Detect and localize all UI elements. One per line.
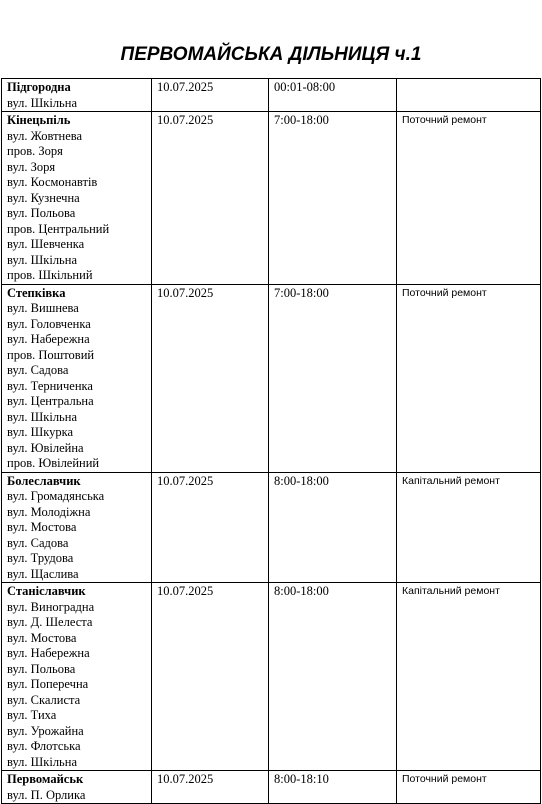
- street-name: вул. Вишнева: [7, 301, 79, 315]
- location-cell: [2, 79, 152, 112]
- street-name: вул. Шкільна: [7, 754, 77, 769]
- date-cell: [152, 583, 269, 771]
- settlement-name: Первомайськ: [7, 772, 84, 786]
- location-cell: [2, 112, 152, 285]
- work-reason: Поточний ремонт: [402, 773, 487, 785]
- outage-date: 10.07.2025: [157, 772, 214, 786]
- outage-time: 8:00-18:00: [274, 584, 329, 598]
- outage-date: 10.07.2025: [157, 285, 214, 300]
- time-cell: [269, 771, 397, 804]
- work-reason: Капітальний ремонт: [402, 585, 500, 597]
- reason-cell: [397, 284, 541, 472]
- street-name: пров. Центральний: [7, 221, 110, 236]
- table-row: [2, 472, 541, 583]
- outage-date: 10.07.2025: [157, 80, 214, 94]
- street-name: вул. Шкільна: [7, 252, 77, 267]
- reason-cell: [397, 583, 541, 771]
- street-name: вул. Шкільна: [7, 95, 77, 110]
- outage-time: 8:00-18:10: [274, 772, 329, 786]
- outage-time: 7:00-18:00: [274, 113, 329, 127]
- time-cell: [269, 112, 397, 285]
- street-name: вул. Шкурка: [7, 425, 74, 439]
- street-name: вул. Головченка: [7, 316, 91, 331]
- table-row: [2, 79, 541, 112]
- street-name: вул. Флотська: [7, 739, 81, 753]
- work-reason: Поточний ремонт: [402, 114, 487, 126]
- location-cell: [2, 284, 152, 472]
- time-cell: [269, 472, 397, 583]
- street-name: вул. Космонавтів: [7, 175, 98, 189]
- page-title: ПЕРВОМАЙСЬКА ДІЛЬНИЦЯ ч.1: [120, 44, 422, 65]
- street-name: пров. Поштовий: [7, 347, 95, 362]
- street-name: вул. Тиха: [7, 708, 57, 722]
- street-name: вул. Терниченка: [7, 378, 93, 393]
- street-name: вул. Трудова: [7, 551, 74, 565]
- outage-time: 8:00-18:00: [274, 473, 329, 488]
- location-cell: [2, 583, 152, 771]
- street-name: вул. Мостова: [7, 630, 77, 645]
- outage-schedule-table: [1, 78, 541, 804]
- street-name: вул. Скалиста: [7, 692, 81, 707]
- street-name: пров. Зоря: [7, 144, 63, 158]
- table-row: [2, 583, 541, 771]
- date-cell: [152, 79, 269, 112]
- street-name: вул. Набережна: [7, 646, 90, 660]
- street-name: вул. Польова: [7, 206, 76, 220]
- street-name: вул. Набережна: [7, 332, 90, 346]
- street-name: вул. Щаслива: [7, 566, 79, 581]
- settlement-name: Болеславчик: [7, 473, 81, 488]
- street-name: вул. Жовтнева: [7, 128, 83, 143]
- work-reason: Капітальний ремонт: [402, 474, 500, 487]
- table-row: [2, 284, 541, 472]
- time-cell: [269, 583, 397, 771]
- date-cell: [152, 284, 269, 472]
- street-name: вул. Шевченка: [7, 237, 85, 251]
- street-name: вул. Урожайна: [7, 723, 84, 738]
- street-name: пров. Ювілейний: [7, 456, 100, 470]
- outage-time: 00:01-08:00: [274, 80, 336, 94]
- reason-cell: [397, 472, 541, 583]
- outage-date: 10.07.2025: [157, 584, 214, 598]
- date-cell: [152, 472, 269, 583]
- date-cell: [152, 771, 269, 804]
- street-name: пров. Шкільний: [7, 268, 93, 282]
- table-row: [2, 771, 541, 804]
- street-name: вул. Польова: [7, 661, 76, 676]
- street-name: вул. Мостова: [7, 520, 77, 534]
- street-name: вул. Садова: [7, 363, 69, 377]
- street-name: вул. Центральна: [7, 394, 94, 408]
- street-name: вул. Ювілейна: [7, 440, 84, 455]
- reason-cell: [397, 79, 541, 112]
- street-name: вул. Громадянська: [7, 489, 105, 503]
- location-cell: [2, 771, 152, 804]
- street-name: вул. Зоря: [7, 159, 56, 174]
- street-name: вул. Кузнечна: [7, 190, 80, 205]
- street-name: вул. Д. Шелеста: [7, 615, 93, 629]
- street-name: вул. Виноградна: [7, 599, 95, 614]
- table-row: [2, 112, 541, 285]
- outage-date: 10.07.2025: [157, 113, 214, 127]
- street-name: вул. Поперечна: [7, 677, 89, 691]
- settlement-name: Підгородна: [7, 80, 71, 94]
- location-cell: [2, 472, 152, 583]
- street-name: вул. Шкільна: [7, 409, 77, 424]
- street-name: вул. П. Орлика: [7, 787, 86, 802]
- reason-cell: [397, 112, 541, 285]
- outage-date: 10.07.2025: [157, 473, 214, 488]
- settlement-name: Кінецьпіль: [7, 113, 71, 127]
- schedule-body: [2, 79, 541, 804]
- time-cell: [269, 284, 397, 472]
- reason-cell: [397, 771, 541, 804]
- outage-time: 7:00-18:00: [274, 285, 329, 300]
- work-reason: Поточний ремонт: [402, 286, 487, 299]
- settlement-name: Станіславчик: [7, 584, 86, 598]
- street-name: вул. Садова: [7, 535, 69, 550]
- date-cell: [152, 112, 269, 285]
- time-cell: [269, 79, 397, 112]
- settlement-name: Степківка: [7, 285, 66, 300]
- street-name: вул. Молодіжна: [7, 504, 91, 519]
